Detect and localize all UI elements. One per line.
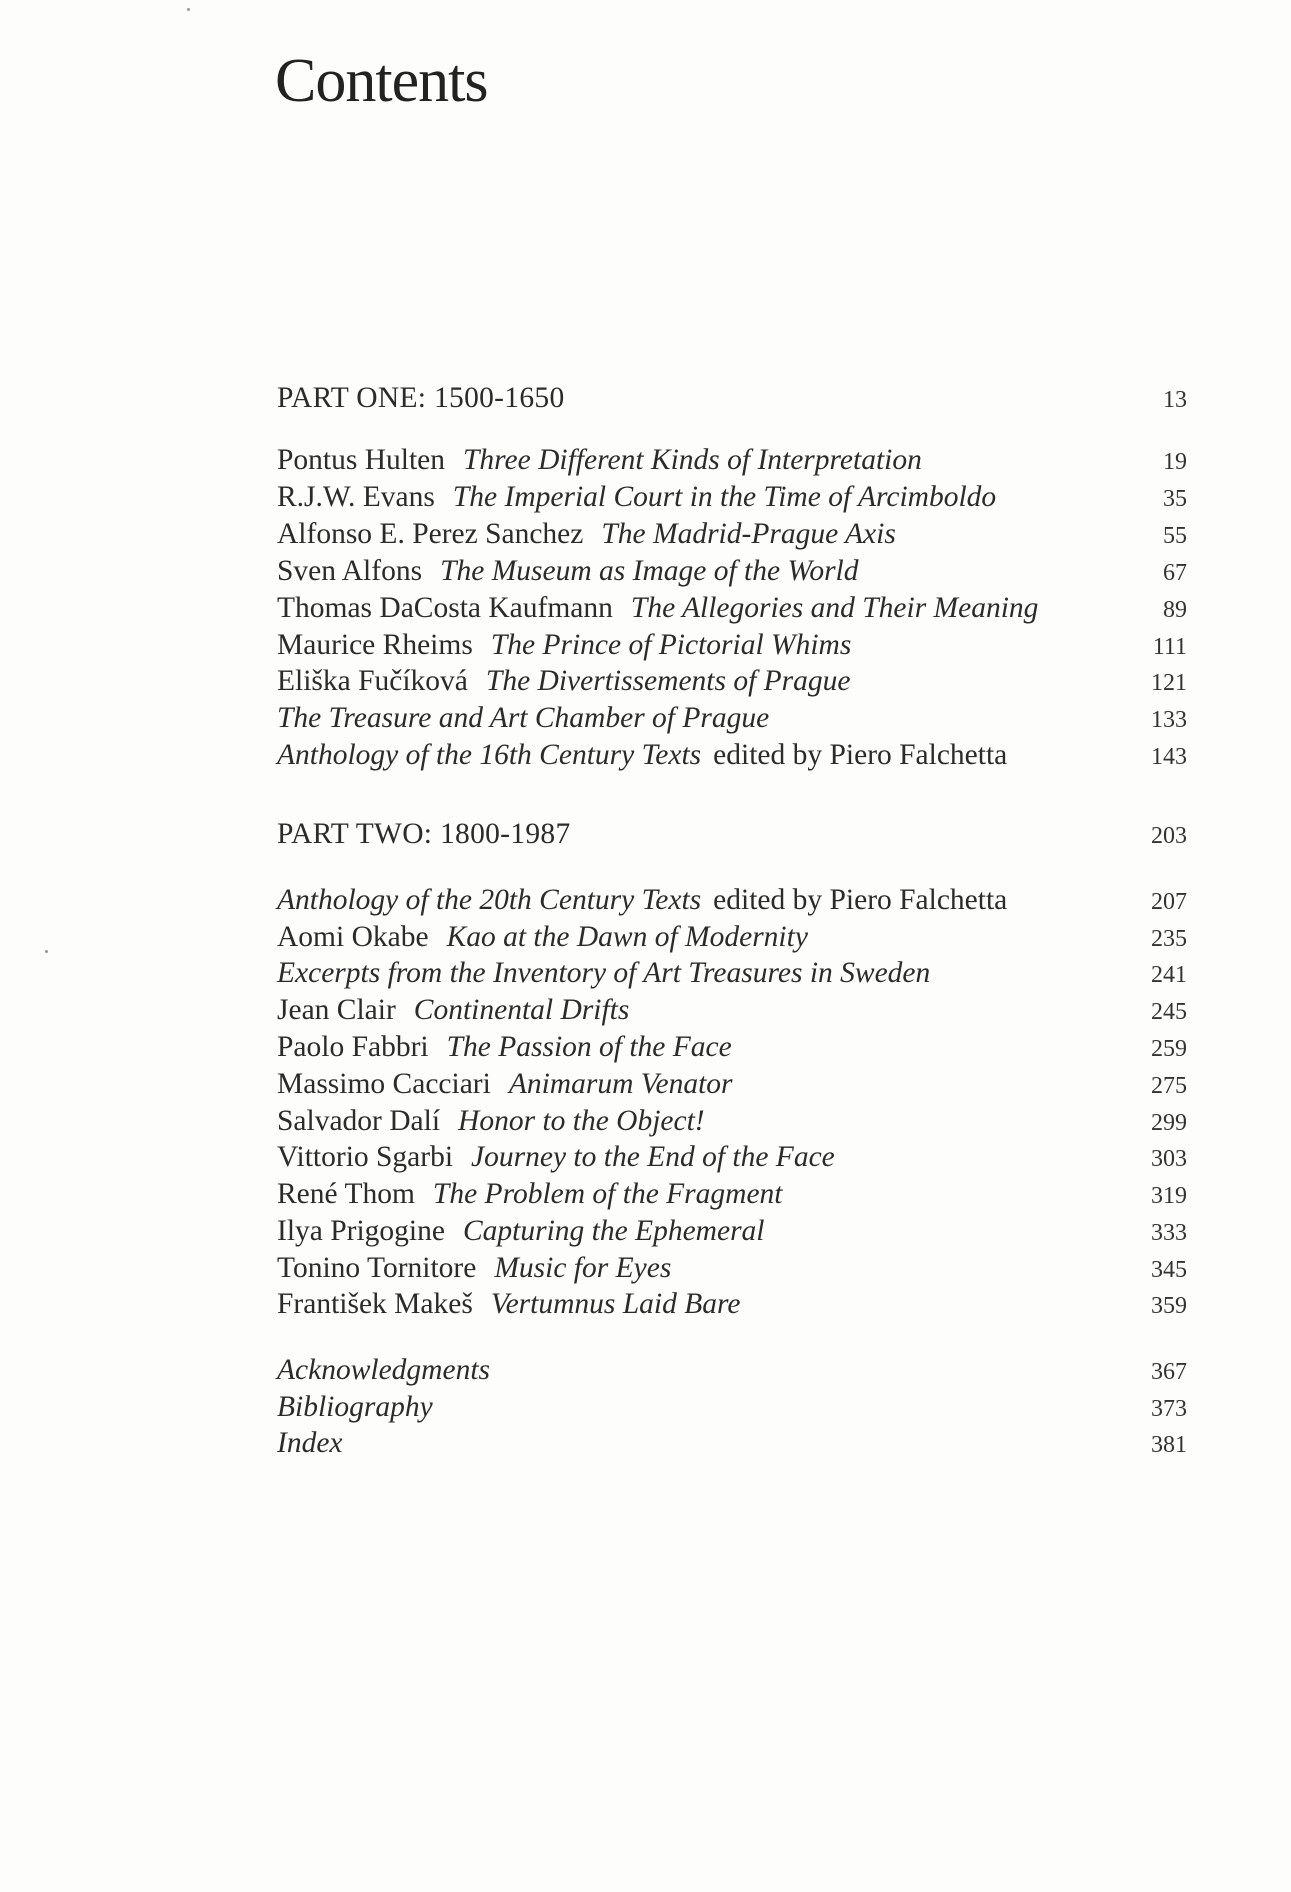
scan-speck bbox=[187, 8, 190, 11]
page-number: 259 bbox=[1151, 1036, 1187, 1062]
toc-entry bbox=[277, 551, 1187, 591]
page-number: 67 bbox=[1163, 560, 1187, 586]
toc-entry bbox=[277, 1137, 1187, 1177]
entry-title: The Treasure and Art Chamber of Prague bbox=[277, 702, 770, 734]
entry-author: Thomas DaCosta Kaufmann bbox=[277, 592, 613, 624]
page-number: 143 bbox=[1151, 744, 1187, 770]
page-number: 203 bbox=[1151, 823, 1187, 849]
entry-title: Excerpts from the Inventory of Art Treasures in Sweden bbox=[277, 957, 931, 989]
entry-title: The Problem of the Fragment bbox=[432, 1178, 783, 1210]
toc-entry bbox=[277, 990, 1187, 1030]
toc-entry-bibliography bbox=[277, 1387, 1187, 1427]
page-number: 381 bbox=[1151, 1432, 1187, 1458]
part-one-heading bbox=[277, 378, 1187, 418]
entry-title: Kao at the Dawn of Modernity bbox=[446, 921, 808, 953]
entry-title: The Allegories and Their Meaning bbox=[630, 592, 1039, 624]
entry-author: Salvador Dalí bbox=[277, 1105, 441, 1137]
page-number: 319 bbox=[1151, 1183, 1187, 1209]
entry-title: Capturing the Ephemeral bbox=[462, 1215, 765, 1247]
entry-title: The Imperial Court in the Time of Arcimboldo bbox=[452, 481, 997, 513]
entry-author: Massimo Cacciari bbox=[277, 1068, 491, 1100]
page-number: 89 bbox=[1163, 597, 1187, 623]
page-number: 241 bbox=[1151, 962, 1187, 988]
page-number: 207 bbox=[1151, 889, 1187, 915]
entry-title: Anthology of the 16th Century Texts bbox=[277, 739, 702, 771]
entry-title: The Passion of the Face bbox=[446, 1031, 732, 1063]
entry-author: Pontus Hulten bbox=[277, 444, 445, 476]
entry-author: Sven Alfons bbox=[277, 555, 423, 587]
entry-title: The Divertissements of Prague bbox=[485, 665, 851, 697]
page-number: 235 bbox=[1151, 926, 1187, 952]
entry-author: Ilya Prigogine bbox=[277, 1215, 445, 1247]
entry-author: Tonino Tornitore bbox=[277, 1252, 477, 1284]
toc-entry bbox=[277, 1064, 1187, 1104]
toc-entry bbox=[277, 1027, 1187, 1067]
entry-title: Honor to the Object! bbox=[458, 1105, 705, 1137]
toc-entry bbox=[277, 661, 1187, 701]
page-number: 55 bbox=[1163, 523, 1187, 549]
toc-entry bbox=[277, 880, 1187, 920]
entry-title: Journey to the End of the Face bbox=[471, 1141, 835, 1173]
entry-author: Jean Clair bbox=[277, 994, 396, 1026]
toc-entry bbox=[277, 735, 1187, 775]
part-label: PART ONE: 1500-1650 bbox=[277, 382, 565, 414]
toc-entry-index bbox=[277, 1423, 1187, 1463]
entry-editor: edited by Piero Falchetta bbox=[713, 884, 1008, 916]
toc-entry bbox=[277, 917, 1187, 957]
entry-title: Continental Drifts bbox=[413, 994, 630, 1026]
toc-entry bbox=[277, 477, 1187, 517]
entry-author: Eliška Fučíková bbox=[277, 665, 468, 697]
entry-title: The Madrid-Prague Axis bbox=[601, 518, 896, 550]
entry-title: Anthology of the 20th Century Texts bbox=[277, 884, 702, 916]
entry-author: Maurice Rheims bbox=[277, 629, 473, 661]
entry-title: Animarum Venator bbox=[508, 1068, 733, 1100]
entry-author: Aomi Okabe bbox=[277, 921, 429, 953]
scan-speck bbox=[45, 950, 48, 953]
toc-entry bbox=[277, 588, 1187, 628]
page-number: 13 bbox=[1163, 387, 1187, 413]
page-number: 35 bbox=[1163, 486, 1187, 512]
page-number: 303 bbox=[1151, 1146, 1187, 1172]
page-number: 19 bbox=[1163, 449, 1187, 475]
part-label: PART TWO: 1800-1987 bbox=[277, 818, 571, 850]
page-number: 275 bbox=[1151, 1073, 1187, 1099]
toc-entry-acknowledgments bbox=[277, 1350, 1187, 1390]
entry-author: Alfonso E. Perez Sanchez bbox=[277, 518, 584, 550]
entry-title: The Prince of Pictorial Whims bbox=[490, 629, 852, 661]
toc-entry bbox=[277, 514, 1187, 554]
entry-title: Three Different Kinds of Interpretation bbox=[463, 444, 922, 476]
toc-entry bbox=[277, 698, 1187, 738]
entry-author: R.J.W. Evans bbox=[277, 481, 435, 513]
page-number: 111 bbox=[1152, 634, 1187, 660]
toc-entry bbox=[277, 1248, 1187, 1288]
page-number: 245 bbox=[1151, 999, 1187, 1025]
entry-editor: edited by Piero Falchetta bbox=[713, 739, 1008, 771]
entry-author: Paolo Fabbri bbox=[277, 1031, 429, 1063]
entry-title: The Museum as Image of the World bbox=[440, 555, 859, 587]
entry-author: Vittorio Sgarbi bbox=[277, 1141, 454, 1173]
entry-title: Music for Eyes bbox=[494, 1252, 672, 1284]
page-title: Contents bbox=[275, 47, 488, 115]
page-number: 373 bbox=[1151, 1396, 1187, 1422]
part-two-heading bbox=[277, 814, 1187, 854]
page-number: 367 bbox=[1151, 1359, 1187, 1385]
entry-title: Index bbox=[277, 1427, 343, 1459]
page-number: 133 bbox=[1151, 707, 1187, 733]
entry-title: Vertumnus Laid Bare bbox=[490, 1288, 741, 1320]
toc-entry bbox=[277, 1101, 1187, 1141]
page-number: 345 bbox=[1151, 1257, 1187, 1283]
entry-title: Bibliography bbox=[277, 1391, 433, 1423]
entry-title: Acknowledgments bbox=[277, 1354, 490, 1386]
toc-entry bbox=[277, 1211, 1187, 1251]
page-number: 121 bbox=[1151, 670, 1187, 696]
page-number: 333 bbox=[1151, 1220, 1187, 1246]
entry-author: František Makeš bbox=[277, 1288, 473, 1320]
page-number: 359 bbox=[1151, 1293, 1187, 1319]
toc-entry bbox=[277, 625, 1187, 665]
toc-entry bbox=[277, 440, 1187, 480]
toc-entry bbox=[277, 1284, 1187, 1324]
entry-author: René Thom bbox=[277, 1178, 415, 1210]
toc-entry bbox=[277, 953, 1187, 993]
toc-entry bbox=[277, 1174, 1187, 1214]
page-number: 299 bbox=[1151, 1110, 1187, 1136]
